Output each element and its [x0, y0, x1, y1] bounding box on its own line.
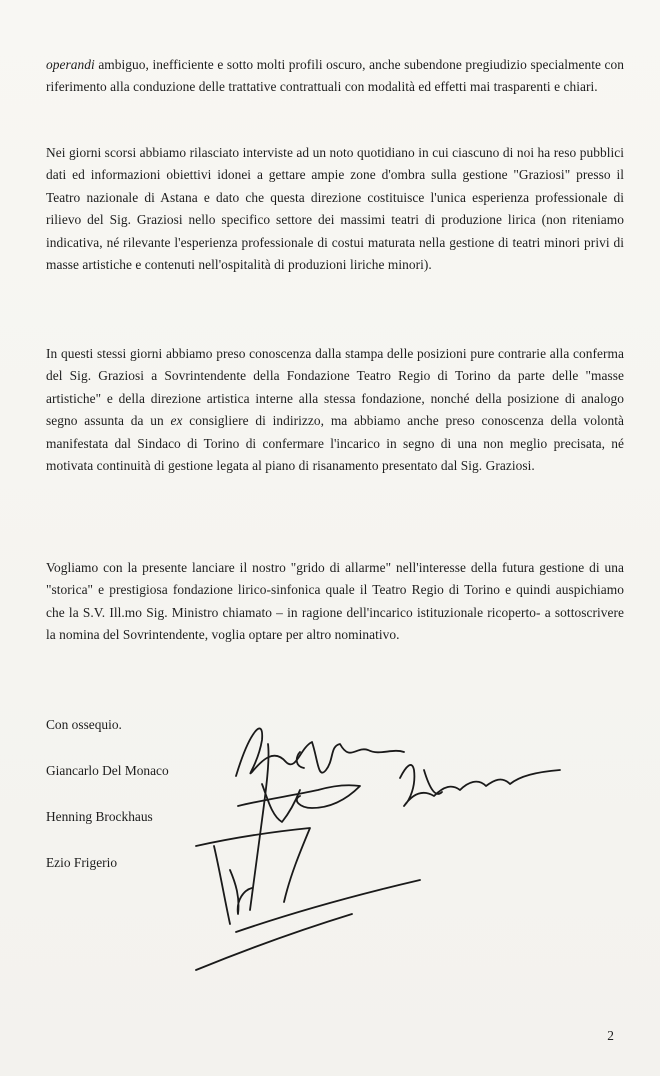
signature-3-underline [236, 880, 420, 932]
signature-1-stroke [236, 728, 404, 776]
signature-1-loop [297, 752, 304, 768]
paragraph-4 [46, 557, 624, 647]
signatory-name-3: Ezio Frigerio [46, 855, 118, 870]
closing-salutation: Con ossequio. [46, 717, 122, 732]
signature-3-stroke [196, 828, 310, 902]
signatory-name-2: Henning Brockhaus [46, 809, 153, 824]
paragraph-2 [46, 142, 624, 276]
paragraph-3 [46, 343, 624, 477]
paragraph-4-text: Vogliamo con la presente lanciare il nostro "grido di allarme" nell'interesse della futura gestione di una "storica" e prestigiosa fondazione lirico-sinfonica quale il Teatro Regio di Torino e quindi auspichiamo che la S.V. Ill.mo Sig. Ministro chiamato – in ragione dell'incarico istituzionale ricoperto- a sottoscrivere la nomina del Sovrintendente, voglia optare per altro nominativo. [46, 560, 624, 643]
signature-1-descender [250, 744, 269, 910]
page-number: 2 [607, 1028, 614, 1043]
paragraph-2-text: Nei giorni scorsi abbiamo rilasciato interviste ad un noto quotidiano in cui ciascuno di noi ha reso pubblici dati ed informazioni obiettivi idonei a gettare ampie zone d'ombra sulla gestione "Graziosi" presso il Teatro nazionale di Astana e dato che questa direzione costituisce l'unica esperienza professionale di rilievo del Sig. Graziosi nello specifico settore dei massimi teatri di produzione lirica (non riteniamo indicativa, né rilevante l'esperienza professionale di costui maturata nella gestione di teatri minori privi di masse artistiche e contenuti nell'ospitalità di produzioni liriche minori). [46, 145, 624, 273]
signature-2-stroke [238, 785, 360, 808]
paragraph-3-text-a: In questi stessi giorni abbiamo preso conoscenza dalla stampa delle posizioni pure contrarie alla conferma del Sig. Graziosi a Sovrintendente della Fondazione Teatro Regio di Torino da parte delle "masse artistiche" e della direzione artistica interne alla stessa fondazione, nonché della posizione di analogo segno assunta da un [46, 346, 624, 429]
paragraph-3-text-b: consigliere di indirizzo, ma abbiamo anche preso conoscenza della volontà manifestata dal Sindaco di Torino di confermare l'incarico in segno di una non meglio precisata, né motivata continuità di gestione legata al piano di risanamento presentato dal Sig. Graziosi. [46, 413, 624, 474]
signature-2-flourish [262, 784, 300, 822]
paragraph-1-text: ambiguo, inefficiente e sotto molti profili oscuro, anche subendone pregiudizio specialmente con riferimento alla conduzione delle trattative contrattuali con modalità ed effetti mai trasparenti e chiari. [46, 57, 624, 95]
paragraph-1 [46, 54, 624, 99]
paragraph-3-italic: ex [170, 413, 183, 429]
signature-3-underline-2 [196, 914, 352, 970]
signatory-name-1: Giancarlo Del Monaco [46, 763, 169, 778]
paragraph-1-italic: operandi [46, 57, 95, 72]
